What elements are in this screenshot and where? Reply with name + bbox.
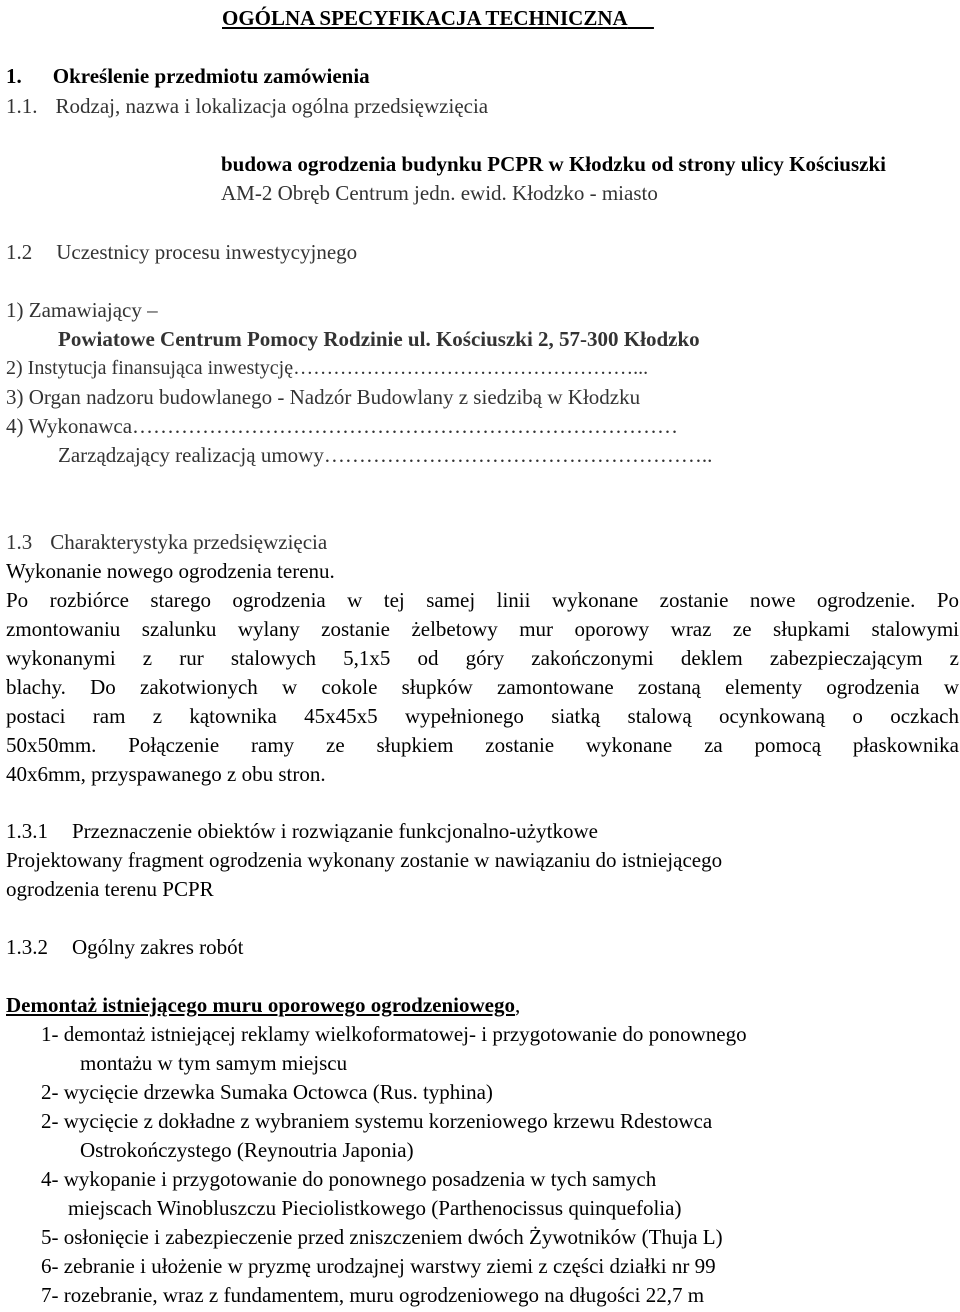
demolition-heading-text: Demontaż istniejącego muru oporowego ogrodzeniowego bbox=[6, 993, 515, 1017]
section-1-3-paragraph bbox=[6, 586, 959, 789]
list-item: 6- zebranie i ułożenie w pryzmę urodzajnej warstwy ziemi z części działki nr 99 bbox=[41, 1254, 716, 1278]
participant-manager: Zarządzający realizacją umowy……………………………………………….. bbox=[58, 443, 713, 467]
paragraph-line: Po rozbiórce starego ogrodzenia w tej samej linii wykonane zostanie nowe ogrodzenie. Po bbox=[6, 588, 959, 612]
section-label: Rodzaj, nazwa i lokalizacja ogólna przedsięwzięcia bbox=[55, 94, 489, 118]
investor-name: Powiatowe Centrum Pomocy Rodzinie ul. Kościuszki 2, 57-300 Kłodzko bbox=[58, 327, 700, 351]
section-1-3-1-heading bbox=[6, 817, 598, 846]
list-item: 1- demontaż istniejącej reklamy wielkoformatowej- i przygotowanie do ponownego bbox=[41, 1022, 747, 1046]
list-item: 2- wycięcie z dokładne z wybraniem systemu korzeniowego krzewu Rdestowca bbox=[41, 1109, 713, 1133]
section-1-1-heading bbox=[6, 92, 488, 121]
participant-supervision: 3) Organ nadzoru budowlanego - Nadzór Budowlany z siedzibą w Kłodzku bbox=[6, 385, 641, 409]
section-1-3-heading bbox=[6, 528, 327, 557]
paragraph-line: 50x50mm. Połączenie ramy ze słupkiem zostanie wykonane za pomocą płaskownika bbox=[6, 733, 959, 757]
section-label: Charakterystyka przedsięwzięcia bbox=[50, 530, 328, 554]
paragraph-line: zmontowaniu szalunku wylany zostanie żelbetowy mur oporowy wraz ze słupkami stalowymi bbox=[6, 617, 959, 641]
section-1-2-heading bbox=[6, 238, 357, 267]
section-number: 1. bbox=[6, 64, 22, 88]
section-number: 1.3 bbox=[6, 530, 33, 554]
section-1-3-1-line1: Projektowany fragment ogrodzenia wykonany zostanie w nawiązaniu do istniejącego bbox=[6, 848, 723, 872]
section-number: 1.3.1 bbox=[6, 819, 48, 843]
section-1-3-2-heading bbox=[6, 933, 243, 962]
list-item-continuation: Ostrokończystego (Reynoutria Japonia) bbox=[80, 1138, 414, 1162]
participant-contractor: 4) Wykonawca…………………………………………………………………… bbox=[6, 414, 679, 438]
section-1-heading bbox=[6, 62, 370, 91]
section-label: Ogólny zakres robót bbox=[72, 935, 244, 959]
participant-investor: 1) Zamawiający – bbox=[6, 298, 158, 322]
project-location: AM-2 Obręb Centrum jedn. ewid. Kłodzko - miasto bbox=[221, 181, 658, 205]
list-item: 5- osłonięcie i zabezpieczenie przed zniszczeniem dwóch Żywotników (Thuja L) bbox=[41, 1225, 723, 1249]
page-title: OGÓLNA SPECYFIKACJA TECHNICZNA bbox=[222, 6, 628, 30]
paragraph-line: 40x6mm, przyspawanego z obu stron. bbox=[6, 762, 326, 786]
section-label: Przeznaczenie obiektów i rozwiązanie funkcjonalno-użytkowe bbox=[72, 819, 598, 843]
section-number: 1.1. bbox=[6, 94, 38, 118]
section-number: 1.3.2 bbox=[6, 935, 48, 959]
paragraph-line: postaci ram z kątownika 45x45x5 wypełnionego siatką stalową ocynkowaną o oczkach bbox=[6, 704, 959, 728]
section-label: Określenie przedmiotu zamówienia bbox=[52, 64, 370, 88]
participant-financing: 2) Instytucja finansująca inwestycję……………………………………………... bbox=[6, 357, 649, 379]
section-label: Uczestnicy procesu inwestycyjnego bbox=[56, 240, 358, 264]
project-name: budowa ogrodzenia budynku PCPR w Kłodzku od strony ulicy Kościuszki bbox=[221, 152, 886, 176]
section-number: 1.2 bbox=[6, 240, 33, 264]
list-item: 4- wykopanie i przygotowanie do ponownego posadzenia w tych samych bbox=[41, 1167, 657, 1191]
list-item-continuation: miejscach Winobluszczu Pieciolistkowego (Parthenocissus quinquefolia) bbox=[68, 1196, 682, 1220]
demolition-heading bbox=[6, 991, 520, 1020]
demolition-heading-comma: , bbox=[514, 993, 521, 1017]
section-1-3-intro: Wykonanie nowego ogrodzenia terenu. bbox=[6, 559, 335, 583]
paragraph-line: blachy. Do zakotwionych w cokole słupków zamontowane zostaną elementy ogrodzenia w bbox=[6, 675, 959, 699]
list-item-continuation: montażu w tym samym miejscu bbox=[80, 1051, 348, 1075]
list-item: 2- wycięcie drzewka Sumaka Octowca (Rus. typhina) bbox=[41, 1080, 493, 1104]
paragraph-line: wykonanymi z rur stalowych 5,1x5 od góry zakończonymi deklem zabezpieczającym z bbox=[6, 646, 959, 670]
section-1-3-1-line2: ogrodzenia terenu PCPR bbox=[6, 877, 214, 901]
list-item: 7- rozebranie, wraz z fundamentem, muru ogrodzeniowego na długości 22,7 m bbox=[41, 1283, 705, 1307]
